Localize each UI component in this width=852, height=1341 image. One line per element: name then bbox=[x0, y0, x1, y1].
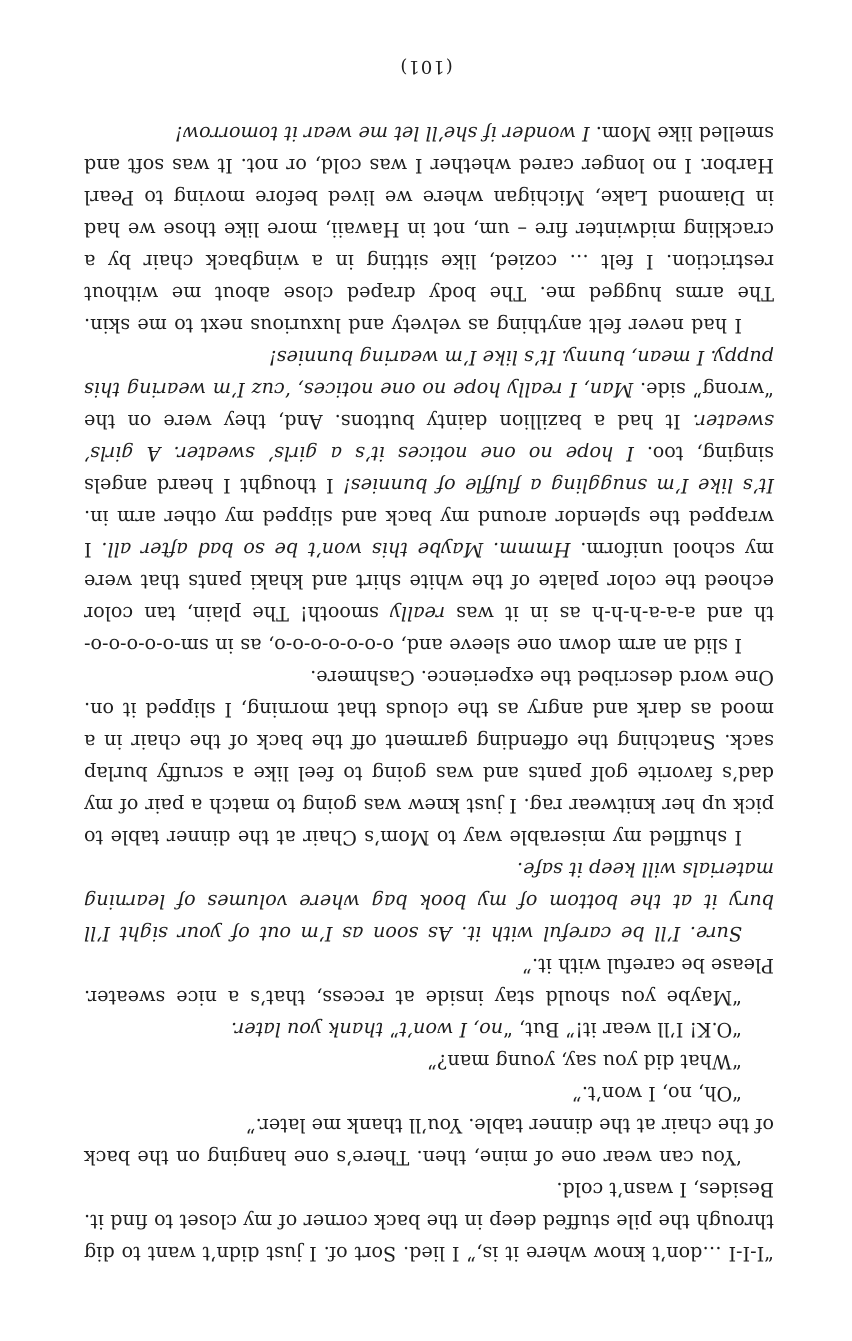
text-run: ” bbox=[383, 1018, 400, 1041]
text-run: I slid an arm down one sleeve and, o-o-o-o-o-o-o, as in sm-o-o-o-o-o-th and a-a-a-h-h-h as in it was bbox=[84, 602, 774, 657]
paragraph bbox=[84, 1173, 774, 1269]
italic-text: I hope no one notices it’s a girls’ sweater. A girls’ sweater. bbox=[84, 410, 774, 465]
text-run: “I-I-I …don’t know where it is,” I lied. Sort of. I just didn’t want to dig through the pile stuffed deep in the back corner of my closet to find it. Besides, I wasn’t cold. bbox=[84, 1178, 774, 1265]
paragraph bbox=[84, 949, 774, 1013]
italic-text: really bbox=[390, 602, 446, 625]
paragraph bbox=[84, 1013, 774, 1045]
page-number: (101) bbox=[399, 56, 453, 77]
paragraph bbox=[84, 1045, 774, 1077]
italic-text: Man, I really hope no one notices, ‘cuz I’m wearing this puppy. I mean, bunny. It’s like I’m wearing bunnies! bbox=[84, 346, 774, 401]
text-run: I wrapped the splendor around my back and slipped my other arm in. bbox=[84, 506, 774, 561]
body-text bbox=[84, 117, 774, 1269]
text-run: “O.K! I’ll wear it!” But, “ bbox=[503, 1018, 742, 1041]
paragraph bbox=[84, 661, 774, 853]
text-run: “Maybe you should stay inside at recess, that’s a nice sweater. Please be careful with it.” bbox=[84, 954, 774, 1009]
text-run: ‘You can wear one of mine, then. There’s one hanging on the back of the chair at the dinner table. You’ll thank me later.” bbox=[84, 1114, 774, 1169]
italic-text: Sure. I’ll be careful with it. As soon as I’m out of your sight I’ll bury it at the bottom of my book bag where volumes of learning materials will keep it safe. bbox=[84, 858, 774, 945]
text-run: “Oh, no, I won’t.” bbox=[572, 1082, 742, 1105]
text-run: I shuffled my miserable way to Mom’s Chair at the dinner table to pick up her knitwear rag. I just knew was going to match a pair of my dad’s favorite golf pants and was going to feel like a scruffy burlap sack. Snatching the offending garment off the back of the chair in a mood as dark and angry as the clouds that morning, I slipped it on. One word described the experience. Cashmere. bbox=[84, 666, 774, 849]
text-run: smooth! The plain, tan color echoed the color palate of the white shirt and khaki pants that were my school uniform. bbox=[84, 538, 774, 625]
paragraph bbox=[84, 1077, 774, 1109]
text-run: It had a bazillion dainty buttons. And, they were on the “wrong” side. bbox=[84, 378, 774, 433]
paragraph bbox=[84, 1109, 774, 1173]
italic-text: It’s like I’m snuggling a fluffle of bunnies! bbox=[343, 474, 774, 497]
italic-text: thank you later. bbox=[231, 1018, 384, 1041]
italic-text: no, I won’t bbox=[399, 1018, 504, 1041]
text-run: I thought I heard angels singing, too. bbox=[84, 442, 774, 497]
paragraph bbox=[84, 117, 774, 341]
paragraph bbox=[84, 341, 774, 661]
paragraph bbox=[84, 853, 774, 949]
text-run: I had never felt anything as velvety and luxurious next to me skin. The arms hugged me. The body draped close about me without restriction. I felt … cozied, like sitting in a wingback chair by a crackling midwinter fire – um, not in Hawaii, more like those we had in Diamond Lake, Michigan where we lived before moving to Pearl Harbor. I no longer cared whether I was cold, or not. It was soft and smelled like Mom. bbox=[84, 122, 774, 337]
italic-text: I wonder if she’ll let me wear it tomorrow! bbox=[174, 122, 590, 145]
text-run: “What did you say, young man?” bbox=[427, 1050, 742, 1073]
italic-text: Hmmm. Maybe this won’t be so bad after all. bbox=[101, 538, 571, 561]
